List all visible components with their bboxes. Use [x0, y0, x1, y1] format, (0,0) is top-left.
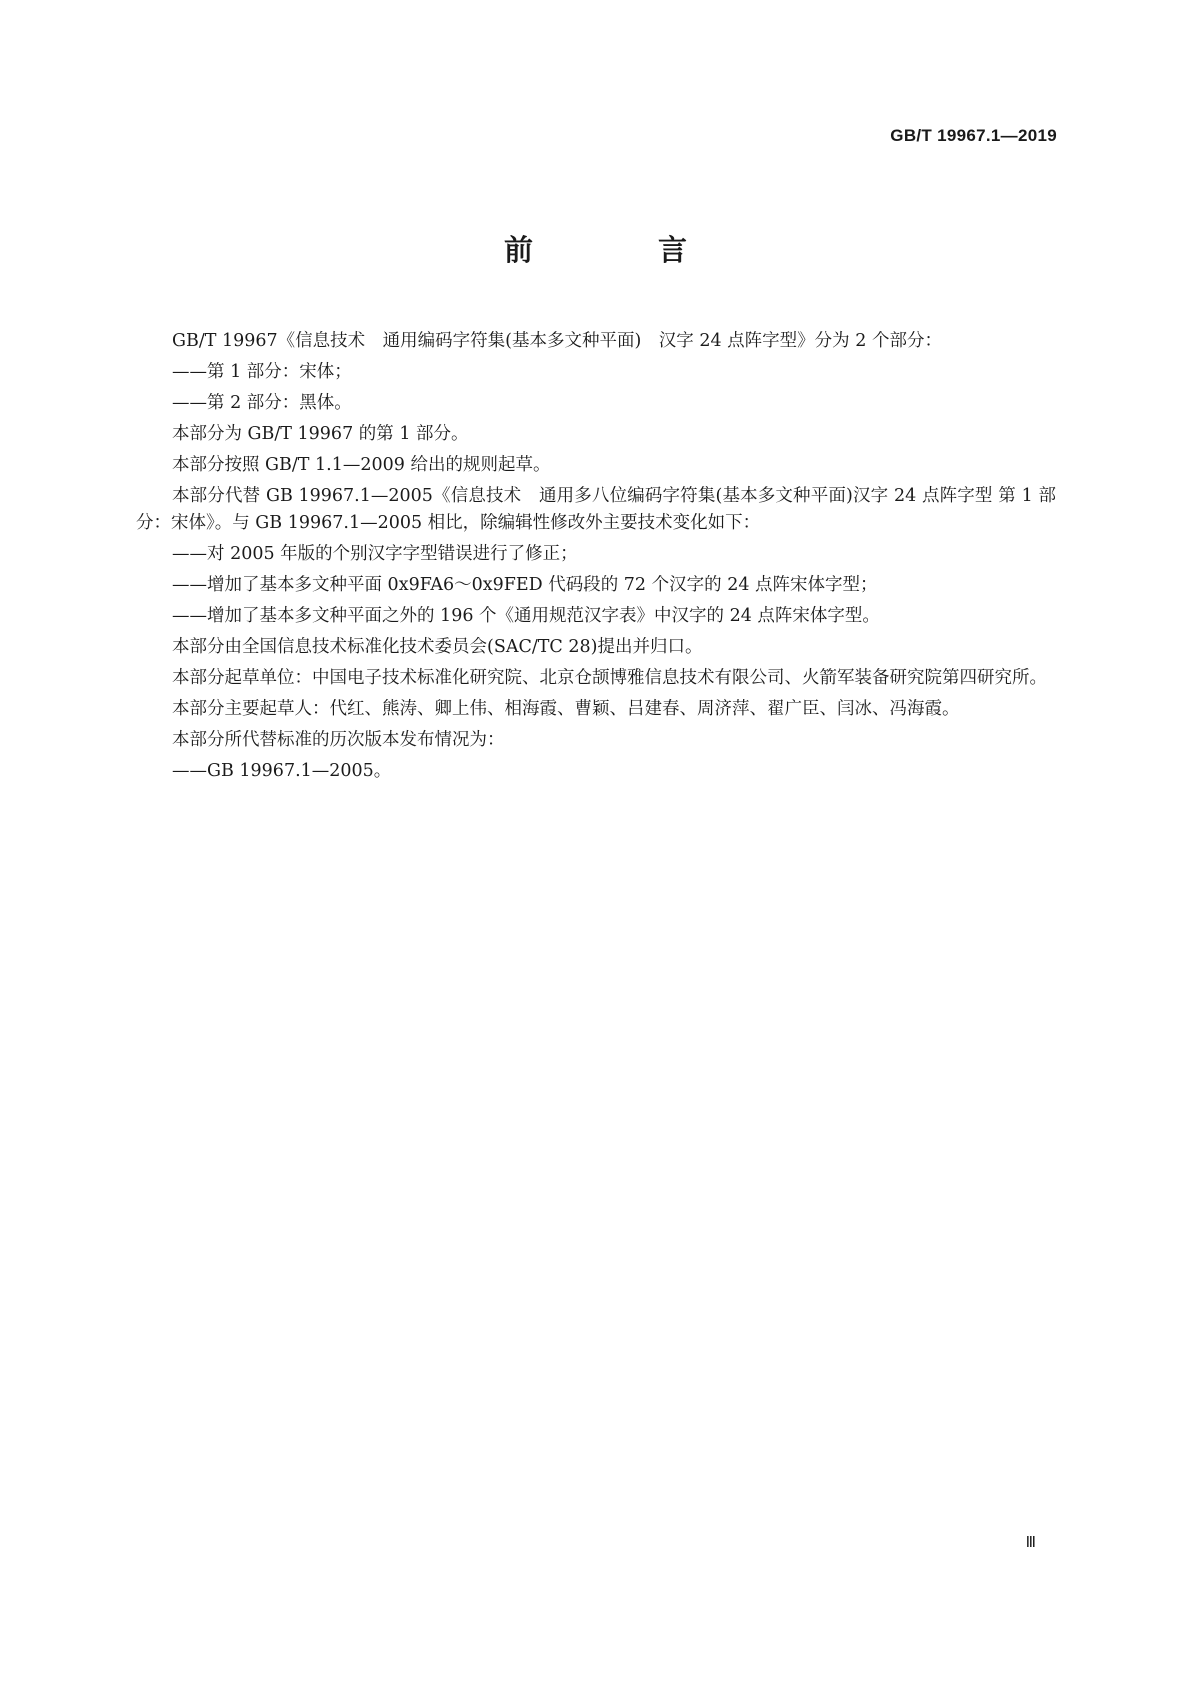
page-number: Ⅲ [1025, 1535, 1036, 1551]
paragraph-parts-intro: GB/T 19967《信息技术 通用编码字符集(基本多文种平面) 汉字 24 点阵字型》分为 2 个部分： [172, 331, 942, 351]
paragraph-history-intro: 本部分所代替标准的历次版本发布情况为： [172, 730, 505, 750]
list-item-change-2: ——增加了基本多文种平面 0x9FA6～0x9FED 代码段的 72 个汉字的 24 点阵宋体字型； [172, 575, 878, 595]
paragraph-replacement: 本部分代替 GB 19967.1—2005《信息技术 通用多八位编码字符集(基本多文种平面)汉字 24 点阵字型 第 1 部分：宋体》。与 GB 19967.1—2005 相比，除编辑性修改外主要技术变化如下： [136, 486, 1056, 533]
list-item-change-1: ——对 2005 年版的个别汉字字型错误进行了修正； [172, 544, 578, 564]
page-title: 前 言 [503, 233, 735, 267]
paragraph-proposer: 本部分由全国信息技术标准化技术委员会(SAC/TC 28)提出并归口。 [172, 637, 703, 657]
foreword-body [136, 328, 1056, 789]
list-item-part-2: ——第 2 部分：黑体。 [172, 393, 352, 413]
paragraph-drafters: 本部分主要起草人：代红、熊涛、卿上伟、相海霞、曹颖、吕建春、周济萍、翟广臣、闫冰、冯海霞。 [172, 699, 960, 719]
standard-number-header: GB/T 19967.1—2019 [890, 126, 1057, 145]
paragraph-part-scope: 本部分为 GB/T 19967 的第 1 部分。 [172, 424, 469, 444]
list-item-history-1: ——GB 19967.1—2005。 [172, 761, 392, 781]
list-item-part-1: ——第 1 部分：宋体； [172, 362, 352, 382]
paragraph-drafting-units: 本部分起草单位：中国电子技术标准化研究院、北京仓颉博雅信息技术有限公司、火箭军装备研究院第四研究所。 [172, 668, 1047, 688]
paragraph-drafting-rules: 本部分按照 GB/T 1.1—2009 给出的规则起草。 [172, 455, 551, 475]
list-item-change-3: ——增加了基本多文种平面之外的 196 个《通用规范汉字表》中汉字的 24 点阵宋体字型。 [172, 606, 880, 626]
